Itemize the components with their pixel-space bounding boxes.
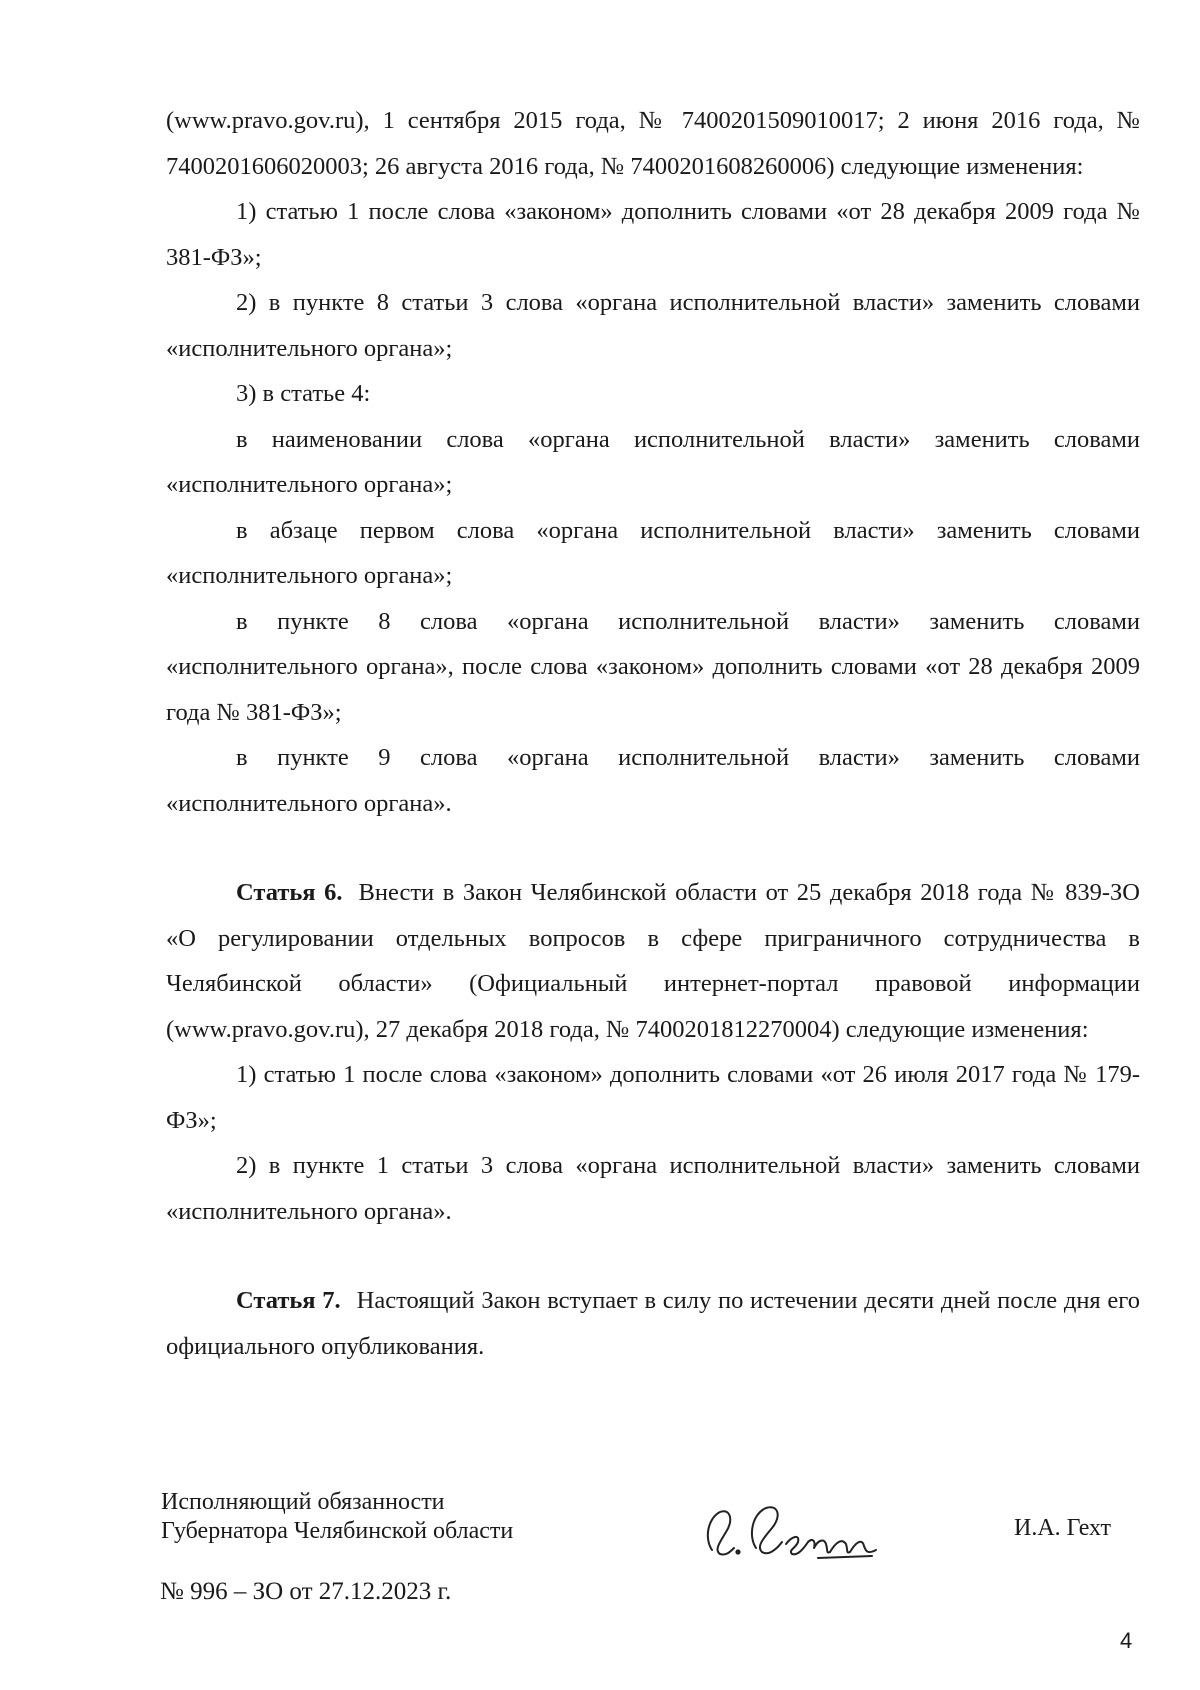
article-6-item-2: 2) в пункте 1 статьи 3 слова «органа исполнительной власти» заменить словами «исполнительного органа». <box>166 1152 1140 1225</box>
amendment-subitem-title: в наименовании слова «органа исполнительной власти» заменить словами «исполнительного органа»; <box>166 425 1140 498</box>
page-number: 4 <box>1120 1628 1133 1653</box>
section-gap <box>166 1234 1140 1278</box>
article-6-paragraph <box>166 870 1140 1052</box>
article-6-heading: Статья 6. <box>236 879 343 906</box>
document-body <box>166 98 1140 1369</box>
article-7-paragraph <box>166 1278 1140 1369</box>
intro-paragraph: (www.pravo.gov.ru), 1 сентября 2015 года, № 7400201509010017; 2 июня 2016 года, № 7400201606020003; 26 августа 2016 года, № 7400201608260006) следующие изменения: <box>166 107 1140 180</box>
amendment-subitem-first-paragraph: в абзаце первом слова «органа исполнительной власти» заменить словами «исполнительного органа»; <box>166 516 1140 589</box>
law-number-and-date: № 996 – ЗО от 27.12.2023 г. <box>160 1578 452 1605</box>
article-7-text: Настоящий Закон вступает в силу по истечении десяти дней после дня его официального опубликования. <box>166 1287 1140 1360</box>
signatory-name: И.А. Гехт <box>1014 1515 1111 1541</box>
handwritten-signature <box>700 1498 880 1568</box>
amendment-subitem-point-8: в пункте 8 слова «органа исполнительной власти» заменить словами «исполнительного органа», после слова «законом» дополнить словами «от 28 декабря 2009 года № 381-ФЗ»; <box>166 607 1140 726</box>
article-6-item-1: 1) статью 1 после слова «законом» дополнить словами «от 26 июля 2017 года № 179-ФЗ»; <box>166 1061 1140 1134</box>
article-6-text: Внести в Закон Челябинской области от 25 декабря 2018 года № 839-ЗО «О регулировании отдельных вопросов в сфере приграничного сотрудничества в Челябинской области» (Официальный интернет-портал правовой информации (www.pravo.gov.ru), 27 декабря 2018 года, № 7400201812270004) следующие изменения: <box>166 879 1140 1043</box>
signatory-position <box>161 1488 513 1546</box>
amendment-subitem-point-9: в пункте 9 слова «органа исполнительной власти» заменить словами «исполнительного органа». <box>166 744 1140 817</box>
signatory-position-line-2: Губернатора Челябинской области <box>161 1518 514 1544</box>
amendment-item-2: 2) в пункте 8 статьи 3 слова «органа исполнительной власти» заменить словами «исполнительного органа»; <box>166 289 1140 362</box>
signatory-position-line-1: Исполняющий обязанности <box>161 1489 445 1515</box>
article-7-heading: Статья 7. <box>236 1287 341 1314</box>
amendment-item-3: 3) в статье 4: <box>236 380 371 407</box>
section-gap <box>166 826 1140 870</box>
amendment-item-1: 1) статью 1 после слова «законом» дополнить словами «от 28 декабря 2009 года № 381-ФЗ»; <box>166 198 1140 271</box>
